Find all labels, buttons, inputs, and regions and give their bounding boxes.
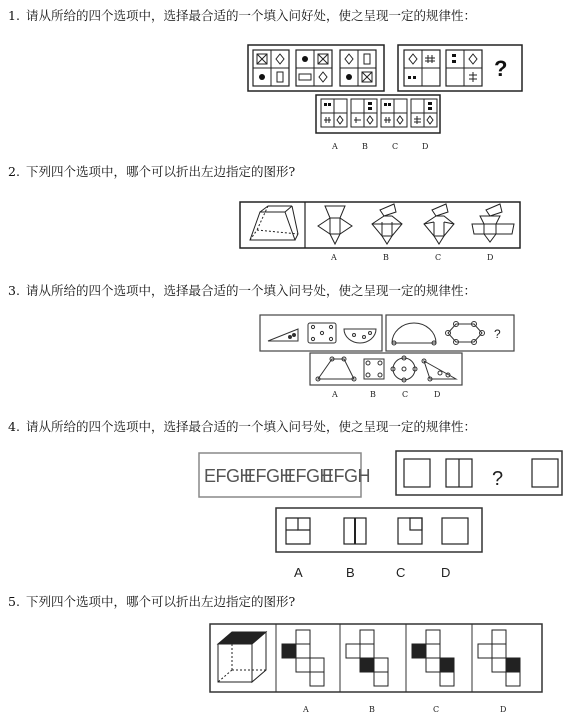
question-3-figure bbox=[260, 313, 515, 403]
question-2-figure bbox=[240, 200, 525, 265]
q5-label-d: D bbox=[500, 705, 507, 714]
q3-stem-shapes bbox=[268, 322, 485, 346]
q3-stem-left-frame bbox=[260, 315, 382, 351]
q5-label-a: A bbox=[303, 705, 309, 714]
q1-option-c bbox=[381, 99, 407, 127]
question-4-prompt bbox=[8, 417, 476, 435]
q2-frame bbox=[240, 202, 520, 248]
question-1-text: 请从所给的四个选项中，选择最合适的一个填入问好处，使之呈现一定的规律性： bbox=[25, 8, 476, 23]
q5-option-a bbox=[282, 630, 324, 686]
q4-letters-4: EFGH bbox=[322, 466, 371, 486]
q5-label-b: B bbox=[369, 705, 375, 714]
q5-option-d bbox=[478, 630, 520, 686]
q2-label-c: C bbox=[435, 253, 442, 262]
q4-label-a: A bbox=[294, 565, 303, 580]
question-5-figure bbox=[210, 622, 545, 718]
q1-option-a bbox=[321, 99, 347, 127]
q1-option-b bbox=[351, 99, 377, 127]
q1-option-d bbox=[411, 99, 437, 127]
q5-label-c: C bbox=[433, 705, 440, 714]
q2-option-d bbox=[472, 204, 514, 242]
q2-option-c bbox=[424, 204, 454, 244]
question-1-prompt bbox=[8, 6, 476, 24]
q3-label-d: D bbox=[434, 390, 441, 399]
q2-option-b bbox=[372, 204, 402, 244]
q4-letters-2: EFGH bbox=[244, 466, 293, 486]
q1-label-b: B bbox=[362, 142, 368, 151]
q4-options-shapes bbox=[286, 518, 468, 544]
q1-question-mark: ? bbox=[494, 56, 508, 81]
q3-options-shapes bbox=[316, 356, 456, 382]
q5-cube bbox=[218, 632, 266, 682]
q3-label-c: C bbox=[402, 390, 409, 399]
q3-label-a: A bbox=[332, 390, 338, 399]
question-3-prompt bbox=[8, 281, 476, 299]
question-2-prompt bbox=[8, 162, 295, 180]
q2-option-a bbox=[318, 206, 352, 244]
question-1-number: 1. bbox=[8, 8, 20, 23]
q1-label-a: A bbox=[332, 142, 338, 151]
question-4-text: 请从所给的四个选项中，选择最合适的一个填入问号处，使之呈现一定的规律性： bbox=[25, 419, 476, 434]
q5-option-c bbox=[412, 630, 454, 686]
q4-question-mark: ? bbox=[492, 468, 504, 490]
q4-letters-1: EFGH bbox=[204, 466, 253, 486]
q2-label-b: B bbox=[383, 253, 389, 262]
question-4-number: 4. bbox=[8, 419, 20, 434]
q5-option-b bbox=[346, 630, 388, 686]
q1-stem-cell-5 bbox=[446, 50, 482, 86]
question-2-text: 下列四个选项中，哪个可以折出左边指定的图形? bbox=[25, 164, 296, 179]
q1-stem-cell-1 bbox=[253, 50, 289, 86]
q1-label-c: C bbox=[392, 142, 399, 151]
q4-stem-right-frame bbox=[396, 451, 562, 495]
question-3-text: 请从所给的四个选项中，选择最合适的一个填入问号处，使之呈现一定的规律性： bbox=[25, 283, 476, 298]
q4-label-b: B bbox=[346, 565, 355, 580]
q3-label-b: B bbox=[370, 390, 376, 399]
q1-stem-cell-4 bbox=[404, 50, 440, 86]
q3-question-mark: ? bbox=[494, 327, 501, 341]
question-4-figure bbox=[198, 450, 566, 582]
q2-label-a: A bbox=[331, 253, 337, 262]
q4-stem-shapes bbox=[404, 459, 558, 487]
q1-stem-cell-3 bbox=[340, 50, 376, 86]
question-2-number: 2. bbox=[8, 164, 20, 179]
q4-label-c: C bbox=[396, 565, 406, 580]
q4-label-d: D bbox=[441, 565, 451, 580]
question-5-prompt bbox=[8, 592, 295, 610]
q1-label-d: D bbox=[422, 142, 429, 151]
question-3-number: 3. bbox=[8, 283, 20, 298]
question-1-svg bbox=[248, 45, 523, 157]
question-5-number: 5. bbox=[8, 594, 20, 609]
q1-stem-cell-2 bbox=[296, 50, 332, 86]
q2-label-d: D bbox=[487, 253, 494, 262]
question-5-text: 下列四个选项中，哪个可以折出左边指定的图形? bbox=[25, 594, 296, 609]
q4-letters-3: EFGH bbox=[284, 466, 333, 486]
question-1-figure bbox=[248, 45, 523, 157]
q2-stem-solid bbox=[250, 206, 298, 240]
